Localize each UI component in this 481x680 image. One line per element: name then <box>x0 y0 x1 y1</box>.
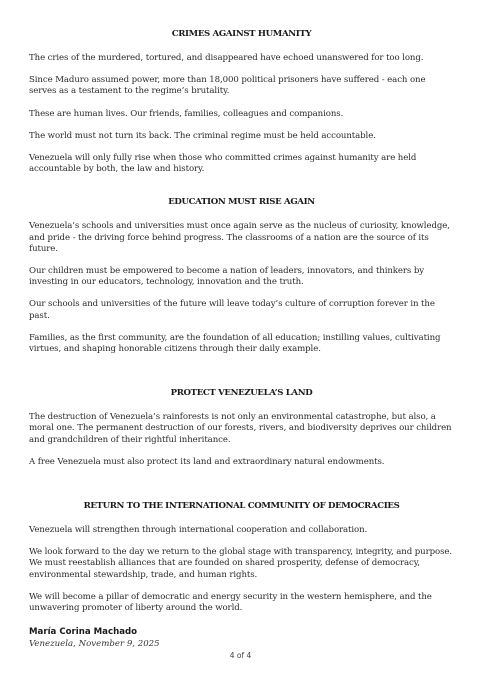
section-title: CRIMES AGAINST HUMANITY <box>171 29 312 39</box>
paragraph: The destruction of Venezuela’s rainforests is not only an environmental catastrophe, but also, a moral one. The permanent destruction of our forests, rivers, and biodiversity deprives our children and grandchildren of their rightful inheritance. <box>29 412 452 445</box>
paragraph: Our children must be empowered to become a nation of leaders, innovators, and thinkers by investing in our educators, technology, innovation and the truth. <box>29 266 425 288</box>
section-crimes-against-humanity <box>29 27 454 175</box>
signature-place-date: Venezuela, November 9, 2025 <box>29 639 160 649</box>
section-international-community <box>29 499 454 614</box>
paragraph: Venezuela will only fully rise when those who committed crimes against humanity are held accountable by both, the law and history. <box>29 153 417 175</box>
paragraph: Families, as the first community, are the foundation of all education; instilling values, cultivating virtues, and shaping honorable citizens through their daily example. <box>29 332 441 355</box>
section-protect-land <box>29 386 454 468</box>
paragraph: We will become a pillar of democratic and energy security in the western hemisphere, and the unwavering promoter of liberty around the world. <box>29 591 432 614</box>
document-content <box>29 27 454 614</box>
page-number: 4 of 4 <box>229 651 252 660</box>
paragraph: The cries of the murdered, tortured, and disappeared have echoed unanswered for too long. <box>29 53 424 63</box>
section-education <box>29 195 454 355</box>
paragraph: The world must not turn its back. The criminal regime must be held accountable. <box>29 130 376 141</box>
signature-name: María Corina Machado <box>29 627 138 637</box>
section-title: PROTECT VENEZUELA’S LAND <box>170 388 313 399</box>
paragraph: Venezuela will strengthen through international cooperation and collaboration. <box>29 525 368 536</box>
section-title: RETURN TO THE INTERNATIONAL COMMUNITY OF DEMOCRACIES <box>83 501 400 512</box>
paragraph: A free Venezuela must also protect its land and extraordinary natural endowments. <box>29 456 385 467</box>
paragraph: Since Maduro assumed power, more than 18,000 political prisoners have suffered - each one serves as a testament to the regime’s brutality. <box>29 75 426 97</box>
paragraph: Our schools and universities of the future will leave today’s culture of corruption forever in the past. <box>29 299 435 321</box>
paragraph: Venezuela’s schools and universities must once again serve as the nucleus of curiosity, knowledge, and pride - the driving force behind progress. The classrooms of a nation are the source of its future. <box>29 221 450 254</box>
paragraph: We look forward to the day we return to the global stage with transparency, integrity, and purpose. We must reestablish alliances that are founded on shared prosperity, defense of democracy, environmental stewardship, trade, and human rights. <box>29 547 453 580</box>
signature-block <box>29 626 160 650</box>
paragraph: These are human lives. Our friends, families, colleagues and companions. <box>29 108 344 119</box>
section-title: EDUCATION MUST RISE AGAIN <box>168 197 315 208</box>
